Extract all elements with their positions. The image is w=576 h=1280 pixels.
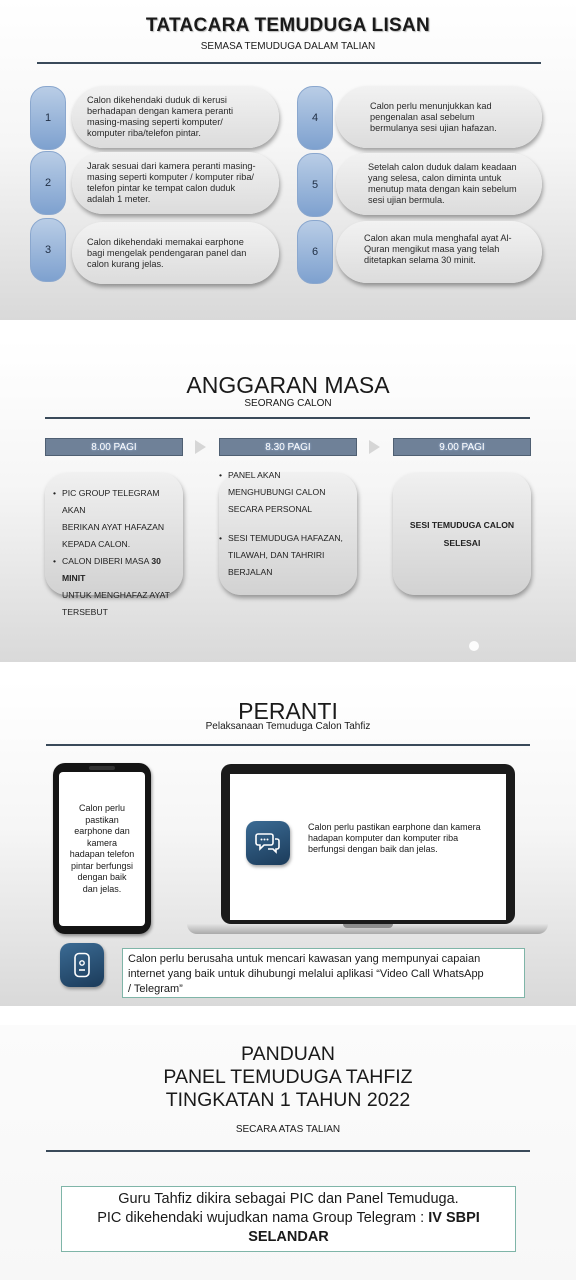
- timeline-box-3: [393, 473, 531, 595]
- timeline-line: SESI TEMUDUGA CALON: [409, 520, 515, 530]
- phone-line: kamera: [86, 837, 117, 848]
- group-name: IV SBPI: [428, 1210, 480, 1226]
- step-5-text: [336, 153, 542, 215]
- step-4-text: [336, 86, 542, 148]
- step-3-text: [72, 222, 279, 284]
- step-number-3: 3: [30, 218, 66, 282]
- step-1-line: komputer riba/telefon pintar.: [87, 128, 201, 138]
- timeline-item: [53, 553, 177, 621]
- slide-tatacara: [0, 0, 576, 320]
- timeline-line: MENGHUBUNGI CALON: [228, 487, 326, 497]
- slide3-title: PERANTI: [238, 698, 338, 724]
- slide2-subtitle: SEORANG CALON: [244, 398, 332, 409]
- arrow-right-icon: [369, 440, 380, 454]
- phone-line: pastikan: [85, 814, 119, 825]
- internet-line: internet yang baik untuk dihubungi melalui aplikasi “Video Call WhatsApp: [128, 968, 484, 980]
- slide3-subtitle: Pelaksanaan Temuduga Calon Tahfiz: [205, 721, 371, 732]
- phone-line: hadapan telefon: [69, 849, 135, 859]
- time-bar-3: 9.00 PAGI: [393, 438, 531, 456]
- timeline-line: BERJALAN: [228, 567, 273, 577]
- internet-notice: [122, 948, 525, 998]
- timeline-line: • PANEL AKAN: [228, 470, 281, 480]
- step-2-line: telefon pintar ke tempat calon duduk: [87, 183, 236, 193]
- step-5-line: menutup mata dengan kain sebelum: [368, 184, 517, 194]
- step-3-line: calon kurang jelas.: [87, 258, 164, 269]
- time-bar-2: 8.30 PAGI: [219, 438, 357, 456]
- step-4-line: bermulanya sesi ujian hafazan.: [370, 122, 497, 133]
- timeline-line: SELESAI: [443, 538, 481, 548]
- title-line: PANEL TEMUDUGA TAHFIZ: [163, 1066, 413, 1088]
- timeline-line: UNTUK MENGHAFAZ AYAT: [62, 590, 170, 600]
- step-4-line: pengenalan asal sebelum: [370, 111, 475, 122]
- group-name: SELANDAR: [248, 1229, 329, 1245]
- laptop-screen-text: [308, 822, 500, 855]
- step-3-line: Calon dikehendaki memakai earphone: [87, 236, 244, 247]
- phone-screen-text: [59, 772, 145, 926]
- slide-panduan: [0, 1025, 576, 1280]
- internet-line: / Telegram”: [128, 983, 183, 995]
- step-4-line: Calon perlu menunjukkan kad: [370, 100, 492, 111]
- timeline-box-2: [219, 470, 357, 595]
- step-6-line: ditetapkan selama 30 minit.: [364, 255, 476, 265]
- laptop-hinge: [343, 924, 393, 928]
- pic-line: PIC dikehendaki wujudkan nama Group Telegram :: [97, 1210, 429, 1226]
- slide2-title: ANGGARAN MASA: [186, 372, 390, 398]
- step-1-line: masing-masing seperti komputer/: [87, 117, 223, 127]
- phone-speaker: [89, 766, 115, 770]
- divider: [46, 1150, 530, 1152]
- step-number-6: 6: [297, 220, 333, 284]
- arrow-right-icon: [195, 440, 206, 454]
- step-1-text: [72, 86, 279, 148]
- timeline-line: SECARA PERSONAL: [228, 504, 313, 514]
- step-5-line: sesi ujian bermula.: [368, 195, 445, 205]
- smartphone-illustration: [53, 763, 151, 934]
- step-2-line: masing seperti komputer / komputer riba/: [87, 172, 254, 182]
- step-5-line: yang selesa, calon diminta untuk: [368, 173, 502, 183]
- step-number-5: 5: [297, 153, 333, 217]
- step-2-line: adalah 1 meter.: [87, 194, 151, 204]
- chat-bubbles-icon: [246, 821, 290, 865]
- divider: [45, 417, 530, 419]
- step-2-line: Jarak sesuai dari kamera peranti masing-: [87, 161, 256, 171]
- timeline-line: CALON DIBERI MASA: [62, 556, 152, 566]
- timeline-item: [219, 467, 357, 518]
- step-3-line: bagi mengelak pendengaran panel dan: [87, 247, 247, 258]
- slide-peranti: [0, 681, 576, 1006]
- timeline-line: BERIKAN AYAT HAFAZAN: [62, 522, 165, 532]
- slide1-subtitle: SEMASA TEMUDUGA DALAM TALIAN: [200, 41, 376, 52]
- slide-anggaran-masa: [0, 339, 576, 662]
- timeline-line: • PIC GROUP TELEGRAM AKAN: [62, 488, 160, 515]
- slide4-title: [0, 1043, 576, 1112]
- timeline-box-1: [45, 473, 183, 617]
- laptop-line: berfungsi dengan baik dan jelas.: [308, 844, 438, 854]
- highlight-duration: 30 MINIT: [62, 556, 161, 583]
- divider: [46, 744, 530, 746]
- phone-line: dan jelas.: [82, 883, 122, 894]
- step-number-2: 2: [30, 151, 66, 215]
- divider: [37, 62, 541, 64]
- pic-notice: [61, 1186, 516, 1252]
- step-5-line: Setelah calon duduk dalam keadaan: [368, 162, 517, 172]
- phone-line: earphone dan: [74, 826, 130, 836]
- step-2-text: [72, 152, 279, 214]
- phone-line: dengan baik: [77, 872, 127, 882]
- slide-dot-indicator: [469, 641, 479, 651]
- time-bar-1: 8.00 PAGI: [45, 438, 183, 456]
- title-line: TINGKATAN 1 TAHUN 2022: [165, 1089, 411, 1111]
- internet-line: Calon perlu berusaha untuk mencari kawasan yang mempunyai capaian: [128, 953, 481, 965]
- phone-icon: [60, 943, 104, 987]
- step-1-line: berhadapan dengan kamera peranti: [87, 106, 234, 116]
- timeline-item: [219, 530, 357, 581]
- laptop-line: Calon perlu pastikan earphone dan kamera: [308, 822, 481, 832]
- step-number-4: 4: [297, 86, 333, 150]
- title-line: PANDUAN: [241, 1043, 335, 1065]
- pic-line: Guru Tahfiz dikira sebagai PIC dan Panel Temuduga.: [118, 1191, 459, 1207]
- timeline-line: KEPADA CALON.: [62, 539, 131, 549]
- slide1-title: TATACARA TEMUDUGA LISAN: [145, 15, 431, 36]
- step-number-1: 1: [30, 86, 66, 150]
- timeline-item: [53, 485, 177, 553]
- timeline-line: • SESI TEMUDUGA HAFAZAN,: [228, 533, 343, 543]
- timeline-line: TERSEBUT: [62, 607, 108, 617]
- step-1-line: Calon dikehendaki duduk di kerusi: [87, 95, 227, 105]
- laptop-line: hadapan komputer dan komputer riba: [308, 833, 459, 843]
- slide4-subtitle: SECARA ATAS TALIAN: [235, 1124, 341, 1135]
- step-6-line: Calon akan mula menghafal ayat Al-: [364, 233, 512, 243]
- step-6-text: [336, 221, 542, 283]
- phone-line: pintar berfungsi: [70, 860, 134, 871]
- phone-line: Calon perlu: [78, 803, 126, 813]
- timeline-line: TILAWAH, DAN TAHRIRI: [228, 550, 325, 560]
- step-6-line: Quran mengikut masa yang telah: [364, 244, 500, 254]
